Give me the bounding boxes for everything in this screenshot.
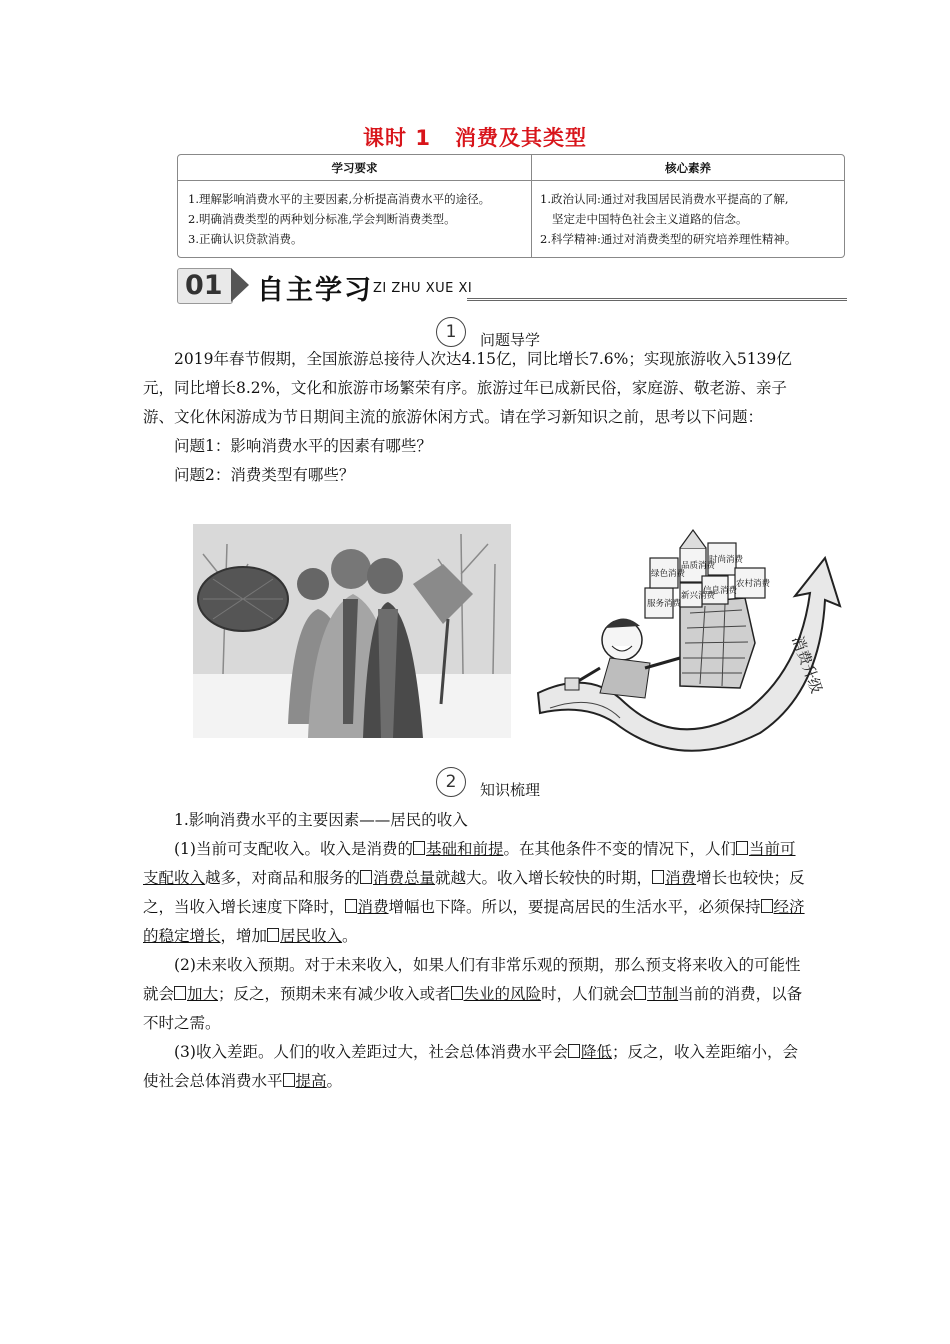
- requirements-table: [177, 154, 845, 258]
- header-learning-requirements: 学习要求: [331, 161, 378, 175]
- box-label: 农村消费: [736, 579, 771, 589]
- box-label: 新兴消费: [681, 591, 716, 601]
- box-label: 绿色消费: [651, 569, 686, 579]
- family-photo: [193, 524, 511, 738]
- section-name: 自主学习: [257, 275, 373, 306]
- lesson-title: [0, 122, 950, 152]
- fill-answer: 提高: [295, 1072, 327, 1090]
- part-header-review: [436, 767, 596, 801]
- blank-box-icon: [174, 986, 186, 1000]
- consumption-upgrade-cartoon: [530, 518, 842, 754]
- fill-answer: 居民收入: [280, 927, 343, 945]
- requirement-item: 2.明确消费类型的两种划分标准,学会判断消费类型。: [188, 212, 456, 226]
- literacy-item-continued: 坚定走中国特色社会主义道路的信念。: [552, 212, 748, 226]
- blank-box-icon: [413, 841, 425, 855]
- fill-answer: 消费: [665, 869, 697, 887]
- requirement-item: 3.正确认识贷款消费。: [188, 232, 303, 246]
- box-label: 品质消费: [681, 561, 716, 571]
- learning-requirements-list: [188, 189, 528, 249]
- circled-number-icon: 1: [436, 317, 466, 347]
- question-1: 问题1：影响消费水平的因素有哪些？: [174, 437, 432, 455]
- section-arrow-icon: [231, 268, 249, 302]
- requirement-item: 1.理解影响消费水平的主要因素,分析提高消费水平的途径。: [188, 192, 491, 206]
- part-label: 问题导学: [480, 331, 541, 349]
- intro-paragraph: 2019年春节假期，全国旅游总接待人次达4.15亿，同比增长7.6%；实现旅游收入5139亿元，同比增长8.2%，文化和旅游市场繁荣有序。旅游过年已成新民俗，家庭游、敬老游、亲子游、文化休闲游成为节日期间主流的旅游休闲方式。请在学习新知识之前，思考以下问题：: [143, 350, 792, 426]
- blank-box-icon: [360, 870, 372, 884]
- part-label: 知识梳理: [480, 781, 541, 799]
- fill-answer: 消费: [357, 898, 389, 916]
- literacy-item: 1.政治认同:通过对我国居民消费水平提高的了解,: [540, 192, 789, 206]
- table-divider: [531, 155, 532, 257]
- knowledge-section: [143, 806, 809, 1096]
- knowledge-paragraph-1: (1)当前可支配收入。收入是消费的 基础和前提。在其他条件不变的情况下，人们 当前可支配收入越多，对商品和服务的 消费总量就越大。收入增长较快的时期， 消费增长也较快；反之，当收入增长速度下降时， 消费增幅也下降。所以，要提高居民的生活水平，必须保持 经济的稳定增长，增加 居民收入。: [143, 840, 805, 945]
- blank-box-icon: [283, 1073, 295, 1087]
- circled-number-icon: 2: [436, 767, 466, 797]
- fill-answer: 基础和前提: [425, 840, 504, 858]
- arrow-text: 消费升级: [788, 633, 826, 696]
- blank-box-icon: [345, 899, 357, 913]
- fill-answer: 节制: [647, 985, 679, 1003]
- section-number: 01: [185, 270, 223, 301]
- lesson-topic: 消费及其类型: [454, 126, 587, 150]
- intro-section: [143, 345, 809, 490]
- fill-answer: 消费总量: [373, 869, 436, 887]
- blank-box-icon: [736, 841, 748, 855]
- section-header: [177, 268, 847, 304]
- literacy-item: 2.科学精神:通过对消费类型的研究培养理性精神。: [540, 232, 797, 246]
- blank-box-icon: [568, 1044, 580, 1058]
- lesson-number: 课时 1: [363, 126, 431, 150]
- section-rule: [467, 298, 847, 301]
- blank-box-icon: [451, 986, 463, 1000]
- knowledge-heading: 1.影响消费水平的主要因素——居民的收入: [174, 811, 468, 829]
- box-label: 信息消费: [703, 586, 738, 596]
- blank-box-icon: [761, 899, 773, 913]
- requirements-table-header: [178, 155, 844, 181]
- knowledge-paragraph-2: (2)未来收入预期。对于未来收入，如果人们有非常乐观的预期，那么预支将来收入的可能性就会 加大；反之，预期未来有减少收入或者 失业的风险时，人们就会 节制当前的消费，以备不时之需。: [143, 956, 803, 1032]
- knowledge-paragraph-3: (3)收入差距。人们的收入差距过大，社会总体消费水平会 降低；反之，收入差距缩小，会使社会总体消费水平 提高。: [143, 1043, 798, 1090]
- fill-answer: 加大: [187, 985, 219, 1003]
- fill-answer: 失业的风险: [463, 985, 542, 1003]
- blank-box-icon: [652, 870, 664, 884]
- box-label: 时尚消费: [709, 555, 744, 565]
- fill-answer: 经济的稳定增长: [143, 898, 805, 945]
- blank-box-icon: [634, 986, 646, 1000]
- section-pinyin: ZI ZHU XUE XI: [373, 281, 473, 296]
- question-2: 问题2：消费类型有哪些？: [174, 466, 355, 484]
- header-core-literacy: 核心素养: [665, 161, 711, 175]
- core-literacy-list: [540, 189, 840, 249]
- fill-answer: 当前可支配收入: [143, 840, 796, 887]
- fill-answer: 降低: [580, 1043, 612, 1061]
- box-label: 服务消费: [647, 599, 682, 609]
- blank-box-icon: [267, 928, 279, 942]
